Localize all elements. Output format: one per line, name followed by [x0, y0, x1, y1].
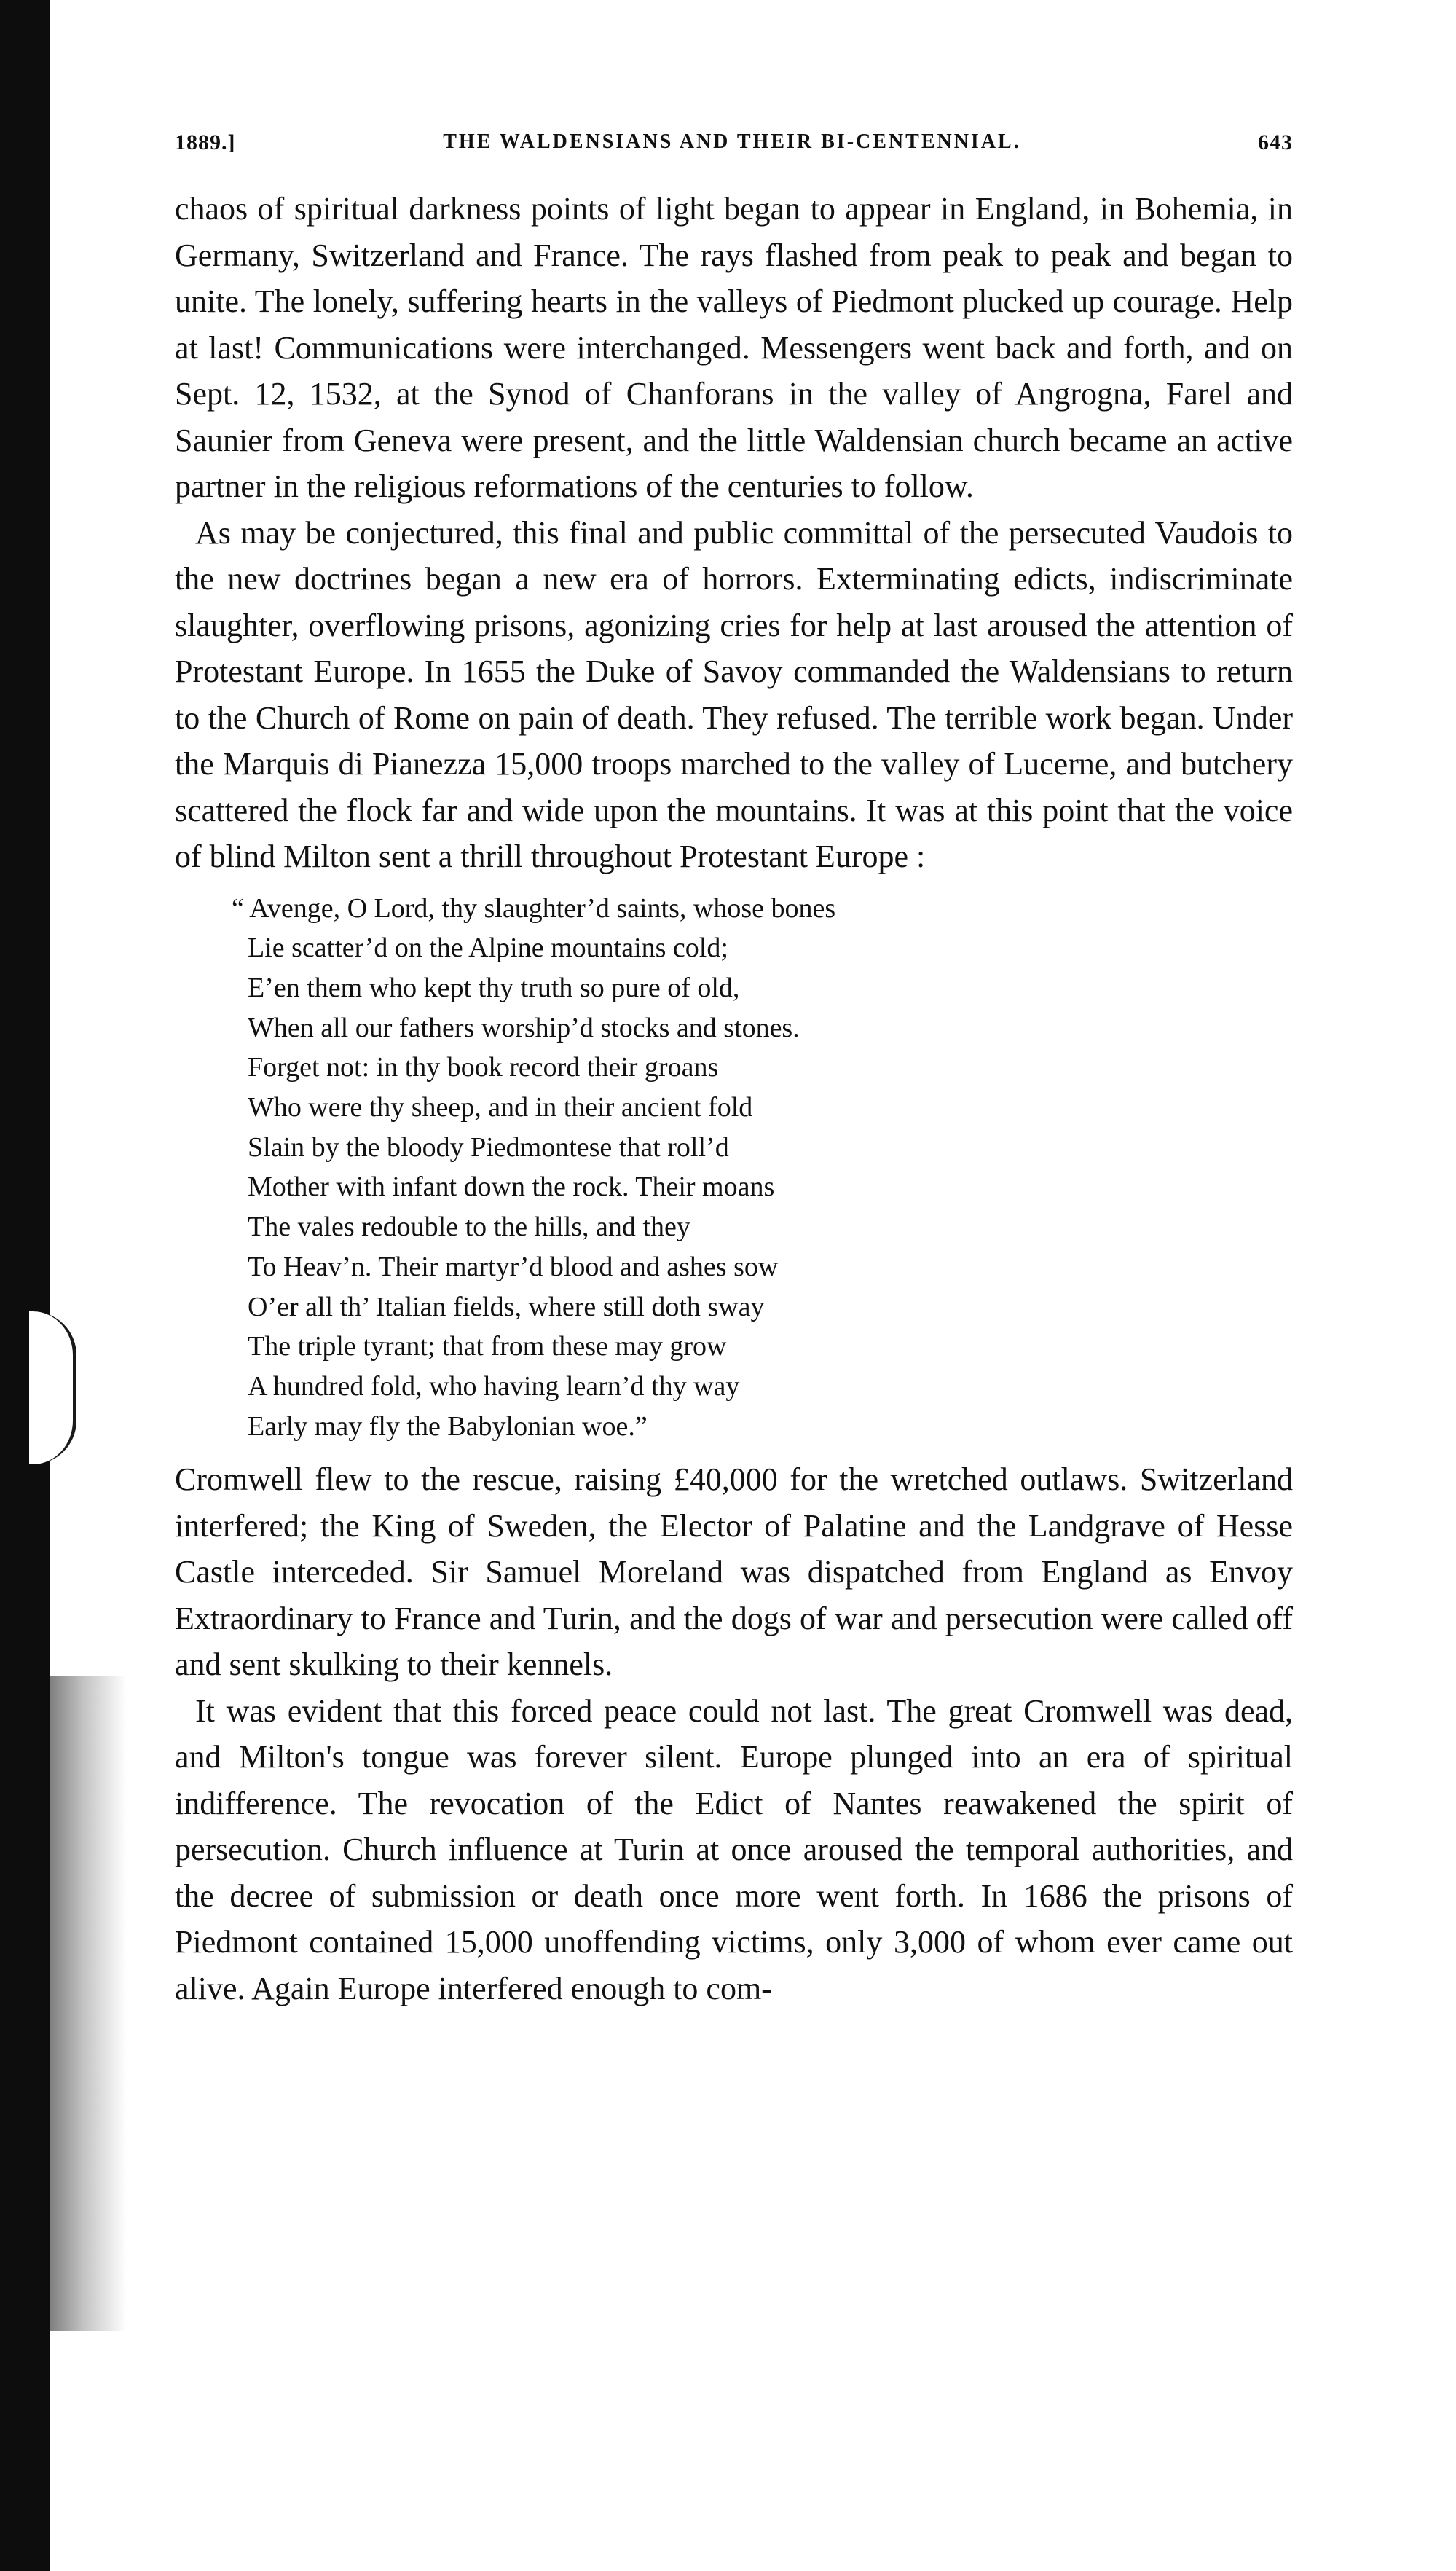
binding-shadow [50, 1676, 126, 2331]
poem-line: Slain by the bloody Piedmontese that roll’d [248, 1131, 729, 1163]
poem-line: The vales redouble to the hills, and they [248, 1212, 690, 1243]
poem-line: “ Avenge, O Lord, thy slaughter’d saints, whose bones [232, 892, 836, 924]
poem-line: Forget not: in thy book record their groans [248, 1052, 719, 1083]
book-page [175, 120, 1293, 2011]
milton-sonnet [232, 889, 1293, 1447]
poem-line: O’er all th’ Italian fields, where still doth sway [248, 1291, 765, 1322]
page-binding-edge [0, 0, 50, 2571]
poem-line: Mother with infant down the rock. Their moans [248, 1171, 775, 1203]
poem-line: Lie scatter’d on the Alpine mountains cold; [248, 933, 728, 964]
paragraph: It was evident that this forced peace could not last. The great Cromwell was dead, and Milton's tongue was forever silent. Europe plunged into an era of spiritual indifference. The revocation of the Edict of Nantes reawakened the spirit of persecution. Church influence at Turin at once aroused the temporal authorities, and the decree of submission or death once more went forth. In 1686 the prisons of Piedmont contained 15,000 unoffending victims, only 3,000 of whom ever came out alive. Again Europe interfered enough to com- [175, 1692, 1293, 2006]
poem-line: E’en them who kept thy truth so pure of old, [248, 972, 740, 1003]
paragraph: As may be conjectured, this final and public committal of the persecuted Vaudois to the new doctrines began a new era of horrors. Exterminating edicts, indiscriminate slaughter, overflowing prisons, agonizing cries for help at last aroused the attention of Protestant Europe. In 1655 the Duke of Savoy commanded the Waldensians to return to the Church of Rome on pain of death. They refused. The terrible work began. Under the Marquis di Pianezza 15,000 troops marched to the valley of Lucerne, and butchery scattered the flock far and wide upon the mountains. It was at this point that the voice of blind Milton sent a thrill throughout Protestant Europe : [175, 514, 1293, 874]
page-number: 643 [1258, 130, 1293, 154]
body-text [175, 186, 1293, 2011]
poem-line: The triple tyrant; that from these may grow [248, 1331, 727, 1362]
poem-line: Who were thy sheep, and in their ancient fold [248, 1092, 753, 1123]
poem-line: Early may fly the Babylonian woe.” [248, 1410, 648, 1442]
paragraph: chaos of spiritual darkness points of light began to appear in England, in Bohemia, in Germany, Switzerland and France. The rays flashed from peak to peak and began to unite. The lonely, suffering hearts in the valleys of Piedmont plucked up courage. Help at last! Communications were interchanged. Messengers went back and forth, and on Sept. 12, 1532, at the Synod of Chanforans in the valley of Angrogna, Farel and Saunier from Geneva were present, and the little Waldensian church became an active partner in the religious reformations of the centuries to follow. [175, 191, 1293, 504]
paragraph: Cromwell flew to the rescue, raising £40,000 for the wretched outlaws. Switzerland interfered; the King of Sweden, the Elector of Palatine and the Landgrave of Hesse Castle interceded. Sir Samuel Moreland was dispatched from England as Envoy Extraordinary to France and Turin, and the dogs of war and persecution were called off and sent skulking to their kennels. [175, 1461, 1293, 1683]
poem-line: A hundred fold, who having learn’d thy way [248, 1370, 740, 1402]
poem-line: To Heav’n. Their martyr’d blood and ashes sow [248, 1251, 779, 1282]
running-head-year: 1889.] [175, 130, 236, 154]
running-head [175, 120, 1293, 164]
binding-notch [29, 1311, 76, 1464]
running-head-title: THE WALDENSIANS AND THEIR BI-CENTENNIAL. [443, 130, 1021, 153]
poem-line: When all our fathers worship’d stocks and stones. [248, 1012, 800, 1043]
